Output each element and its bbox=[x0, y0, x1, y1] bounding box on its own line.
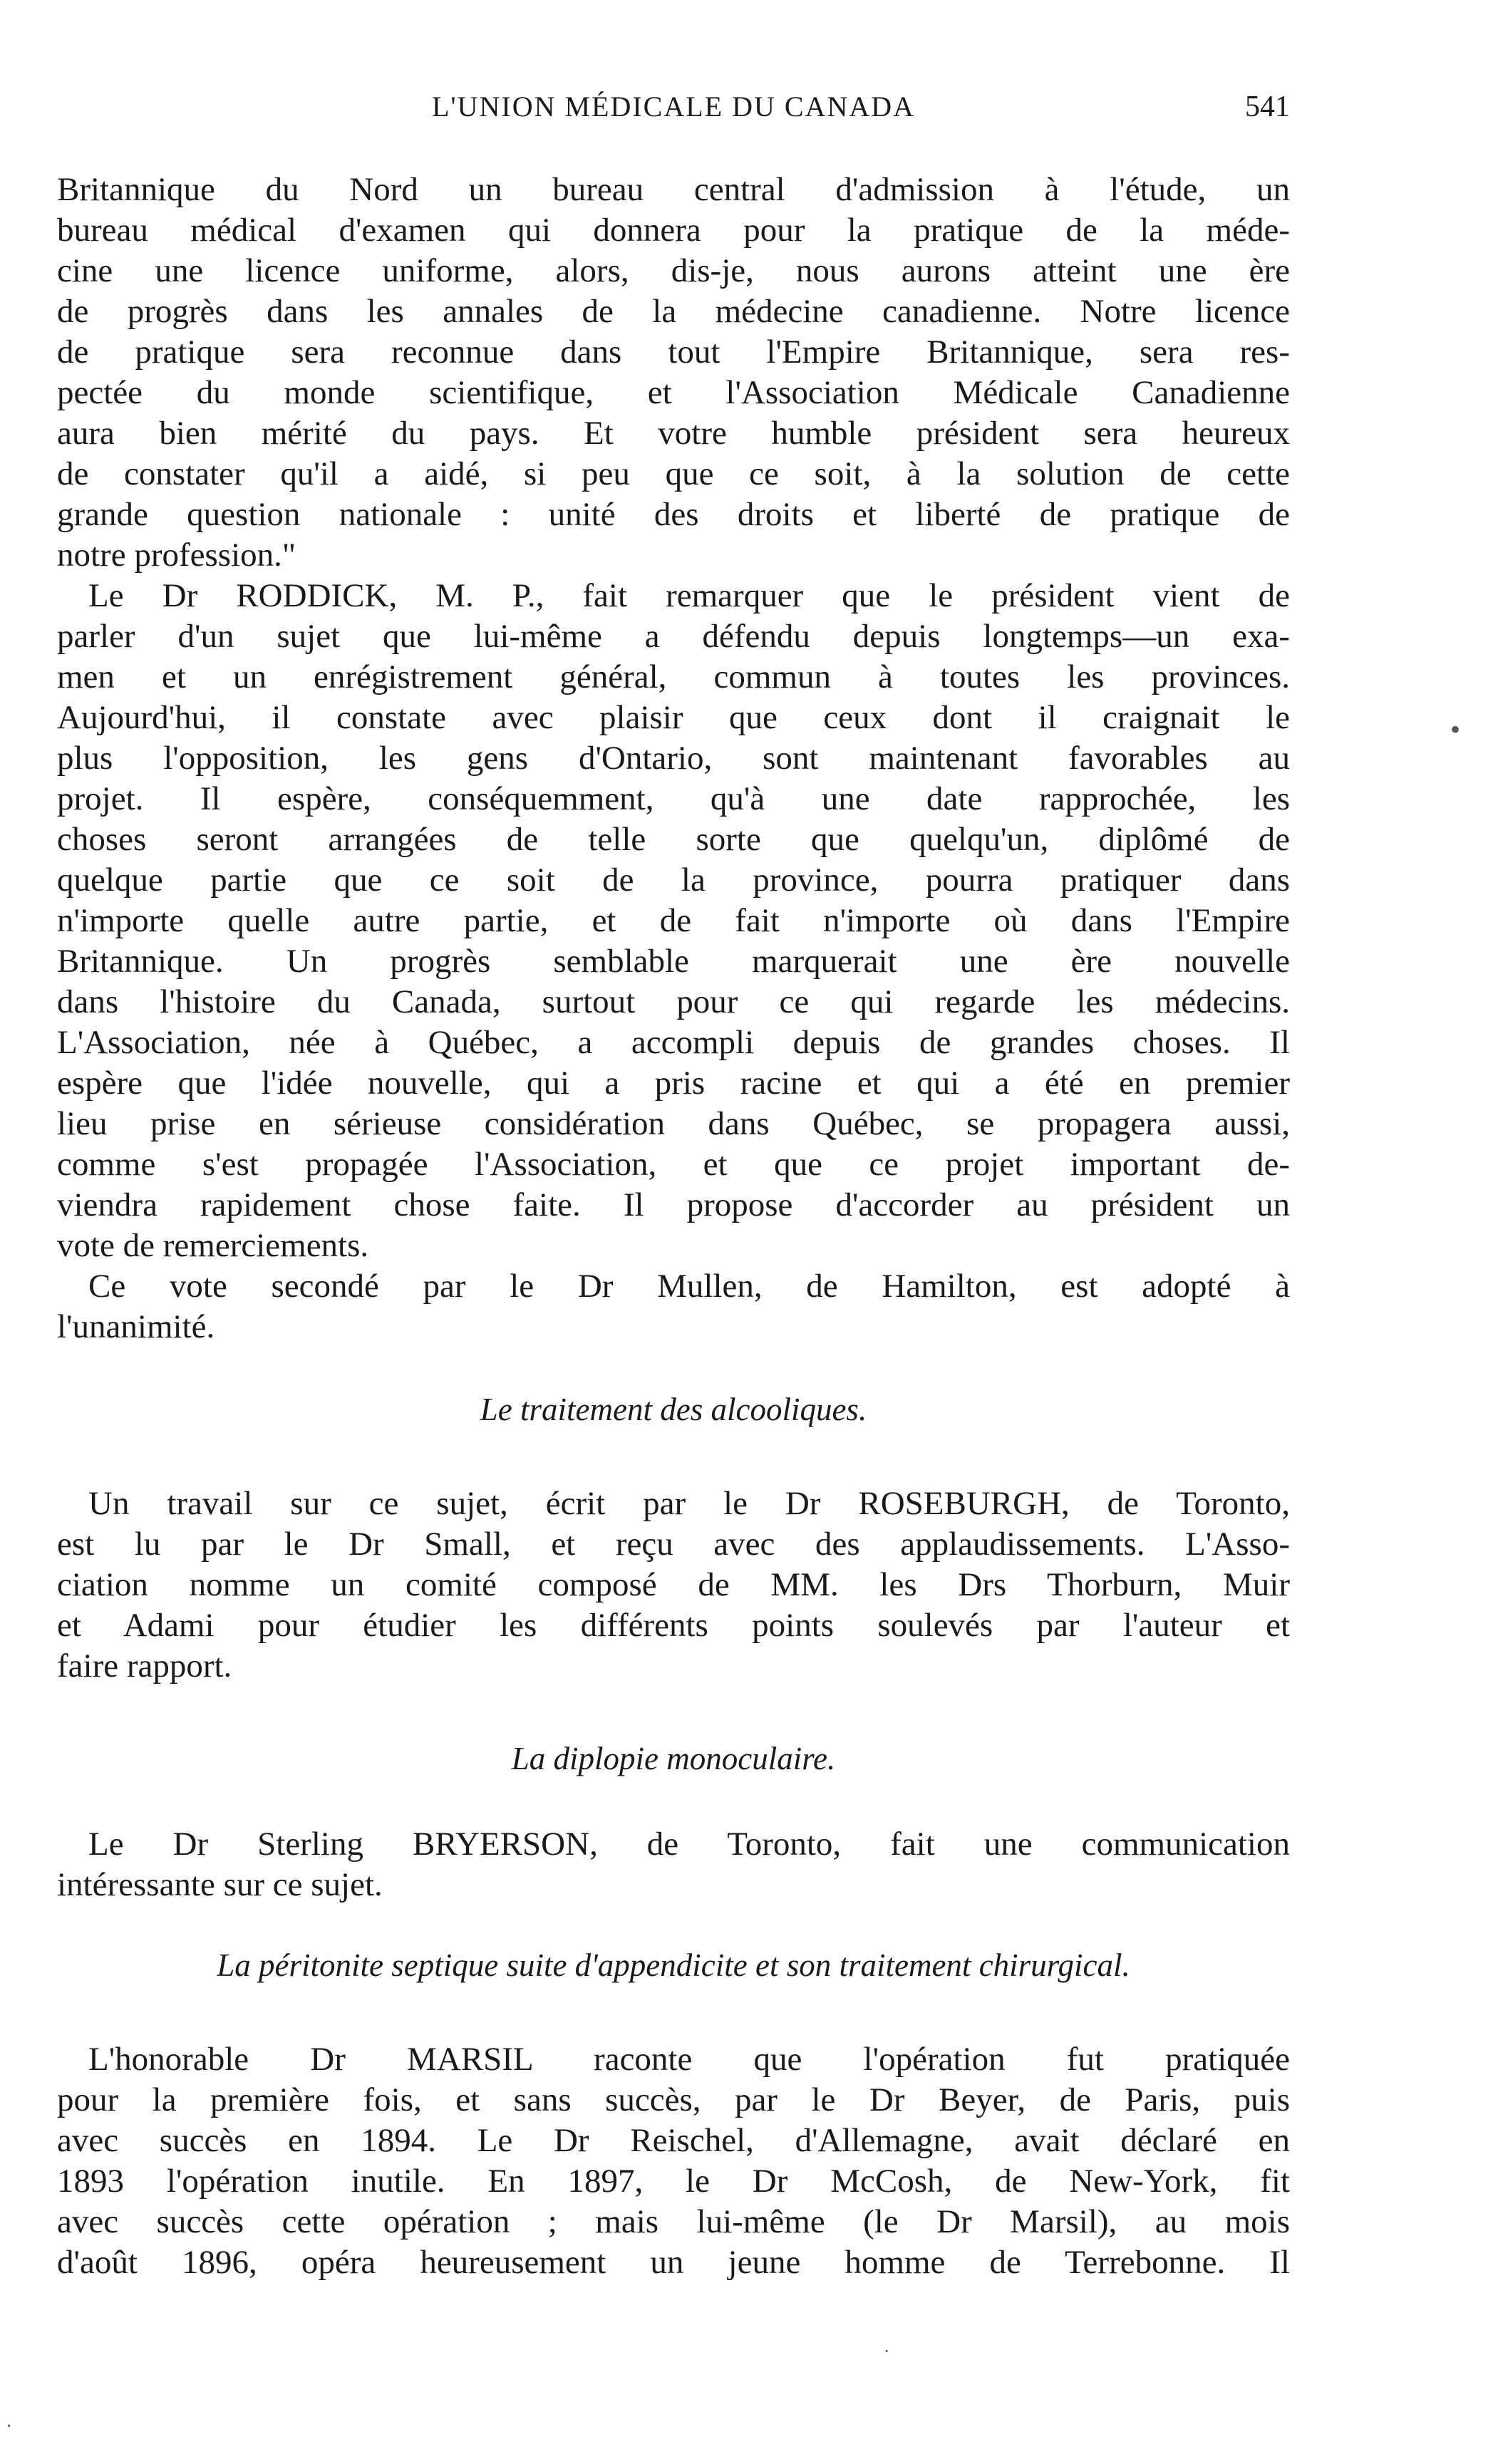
text-line: de constater qu'il a aidé, si peu que ce soit, à la solution de cette bbox=[57, 455, 1290, 492]
text-line: intéressante sur ce sujet. bbox=[57, 1866, 383, 1903]
section-heading-diplopie: La diplopie monoculaire. bbox=[511, 1741, 836, 1776]
text-line: avec succès en 1894. Le Dr Reischel, d'Allemagne, avait déclaré en bbox=[57, 2122, 1290, 2159]
text-line: Britannique du Nord un bureau central d'admission à l'étude, un bbox=[57, 171, 1290, 208]
text-line: Aujourd'hui, il constate avec plaisir que ceux dont il craignait le bbox=[57, 699, 1290, 736]
scan-speck: · bbox=[6, 2416, 13, 2438]
text-line: projet. Il espère, conséquemment, qu'à une date rapprochée, les bbox=[57, 780, 1290, 817]
text-line: Le Dr RODDICK, M. P., fait remarquer que le président vient de bbox=[88, 577, 1290, 614]
text-line: choses seront arrangées de telle sorte que quelqu'un, diplômé de bbox=[57, 821, 1290, 858]
text-line: Britannique. Un progrès semblable marquerait une ère nouvelle bbox=[57, 943, 1290, 980]
text-line: pectée du monde scientifique, et l'Association Médicale Canadienne bbox=[57, 374, 1290, 411]
paragraph-peritonite bbox=[57, 2039, 1290, 2283]
text-line: L'honorable Dr MARSIL raconte que l'opération fut pratiquée bbox=[88, 2041, 1290, 2078]
text-line: de pratique sera reconnue dans tout l'Empire Britannique, sera res- bbox=[57, 333, 1290, 371]
text-line: aura bien mérité du pays. Et votre humble président sera heureux bbox=[57, 415, 1290, 452]
text-line: l'unanimité. bbox=[57, 1308, 215, 1345]
paragraph-roddick bbox=[57, 576, 1290, 1266]
text-line: de progrès dans les annales de la médecine canadienne. Notre licence bbox=[57, 293, 1290, 330]
scan-speck: • bbox=[1450, 713, 1461, 745]
text-line: plus l'opposition, les gens d'Ontario, sont maintenant favorables au bbox=[57, 740, 1290, 777]
text-line: comme s'est propagée l'Association, et que ce projet important de- bbox=[57, 1146, 1290, 1183]
text-line: grande question nationale : unité des droits et liberté de pratique de bbox=[57, 496, 1290, 533]
text-line: ciation nomme un comité composé de MM. les Drs Thorburn, Muir bbox=[57, 1566, 1290, 1603]
text-line: espère que l'idée nouvelle, qui a pris racine et qui a été en premier bbox=[57, 1065, 1290, 1102]
paragraph-continuation bbox=[57, 170, 1290, 576]
scan-speck: · bbox=[884, 2341, 890, 2361]
text-line: notre profession." bbox=[57, 537, 296, 574]
page-header bbox=[57, 90, 1290, 140]
text-line: cine une licence uniforme, alors, dis-je, nous aurons atteint une ère bbox=[57, 252, 1290, 289]
text-line: est lu par le Dr Small, et reçu avec des applaudissements. L'Asso- bbox=[57, 1526, 1290, 1563]
text-line: et Adami pour étudier les différents points soulevés par l'auteur et bbox=[57, 1607, 1290, 1644]
running-title: L'UNION MÉDICALE DU CANADA bbox=[431, 90, 916, 123]
paragraph-vote bbox=[57, 1266, 1290, 1347]
text-line: quelque partie que ce soit de la province, pourra pratiquer dans bbox=[57, 861, 1290, 899]
paragraph-alcooliques bbox=[57, 1484, 1290, 1687]
text-line: n'importe quelle autre partie, et de fait n'importe où dans l'Empire bbox=[57, 902, 1290, 939]
text-line: Le Dr Sterling BRYERSON, de Toronto, fait une communication bbox=[88, 1826, 1290, 1863]
text-line: L'Association, née à Québec, a accompli depuis de grandes choses. Il bbox=[57, 1024, 1290, 1061]
text-line: faire rapport. bbox=[57, 1647, 232, 1684]
text-line: Un travail sur ce sujet, écrit par le Dr ROSEBURGH, de Toronto, bbox=[88, 1485, 1290, 1522]
text-line: lieu prise en sérieuse considération dans Québec, se propagera aussi, bbox=[57, 1105, 1290, 1142]
text-line: bureau médical d'examen qui donnera pour la pratique de la méde- bbox=[57, 212, 1290, 249]
text-line: pour la première fois, et sans succès, par le Dr Beyer, de Paris, puis bbox=[57, 2081, 1290, 2118]
text-line: viendra rapidement chose faite. Il propose d'accorder au président un bbox=[57, 1186, 1290, 1223]
text-line: Ce vote secondé par le Dr Mullen, de Hamilton, est adopté à bbox=[88, 1268, 1290, 1305]
section-heading-peritonite: La péritonite septique suite d'appendicite et son traitement chirurgical. bbox=[217, 1947, 1130, 1983]
text-line: d'août 1896, opéra heureusement un jeune homme de Terrebonne. Il bbox=[57, 2244, 1290, 2281]
paragraph-diplopie bbox=[57, 1824, 1290, 1905]
text-line: vote de remerciements. bbox=[57, 1227, 369, 1264]
text-line: dans l'histoire du Canada, surtout pour ce qui regarde les médecins. bbox=[57, 983, 1290, 1020]
page-number: 541 bbox=[1245, 90, 1290, 123]
text-line: avec succès cette opération ; mais lui-même (le Dr Marsil), au mois bbox=[57, 2203, 1290, 2240]
text-line: parler d'un sujet que lui-même a défendu depuis longtemps—un exa- bbox=[57, 618, 1290, 655]
text-line: 1893 l'opération inutile. En 1897, le Dr McCosh, de New-York, fit bbox=[57, 2163, 1290, 2200]
text-line: men et un enrégistrement général, commun à toutes les provinces. bbox=[57, 658, 1290, 695]
section-heading-alcooliques: Le traitement des alcooliques. bbox=[480, 1392, 867, 1427]
